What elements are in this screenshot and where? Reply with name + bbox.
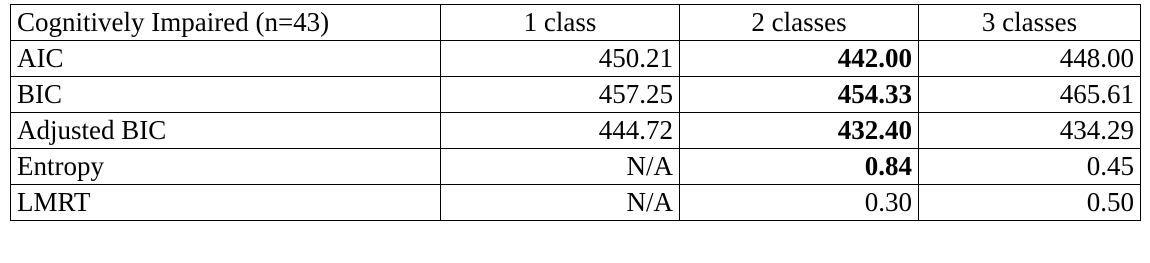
cell-value: 454.33 xyxy=(680,77,919,113)
row-label: LMRT xyxy=(11,185,441,221)
cell-value: 442.00 xyxy=(680,41,919,77)
row-label: AIC xyxy=(11,41,441,77)
cell-value: 457.25 xyxy=(441,77,680,113)
table-row xyxy=(11,113,1141,149)
row-label: Entropy xyxy=(11,149,441,185)
row-label: Adjusted BIC xyxy=(11,113,441,149)
cell-value: 465.61 xyxy=(919,77,1141,113)
table-header-row xyxy=(11,5,1141,41)
table-row xyxy=(11,185,1141,221)
model-fit-table xyxy=(10,4,1141,221)
cell-value: 0.50 xyxy=(919,185,1141,221)
cell-value: 444.72 xyxy=(441,113,680,149)
column-header-group: Cognitively Impaired (n=43) xyxy=(11,5,441,41)
column-header-1-class: 1 class xyxy=(441,5,680,41)
cell-value: 0.45 xyxy=(919,149,1141,185)
table-row xyxy=(11,41,1141,77)
cell-value: N/A xyxy=(441,149,680,185)
cell-value: 448.00 xyxy=(919,41,1141,77)
cell-value: 0.84 xyxy=(680,149,919,185)
cell-value: N/A xyxy=(441,185,680,221)
table-row xyxy=(11,149,1141,185)
cell-value: 0.30 xyxy=(680,185,919,221)
column-header-3-classes: 3 classes xyxy=(919,5,1141,41)
table-row xyxy=(11,77,1141,113)
cell-value: 450.21 xyxy=(441,41,680,77)
row-label: BIC xyxy=(11,77,441,113)
column-header-2-classes: 2 classes xyxy=(680,5,919,41)
cell-value: 432.40 xyxy=(680,113,919,149)
cell-value: 434.29 xyxy=(919,113,1141,149)
